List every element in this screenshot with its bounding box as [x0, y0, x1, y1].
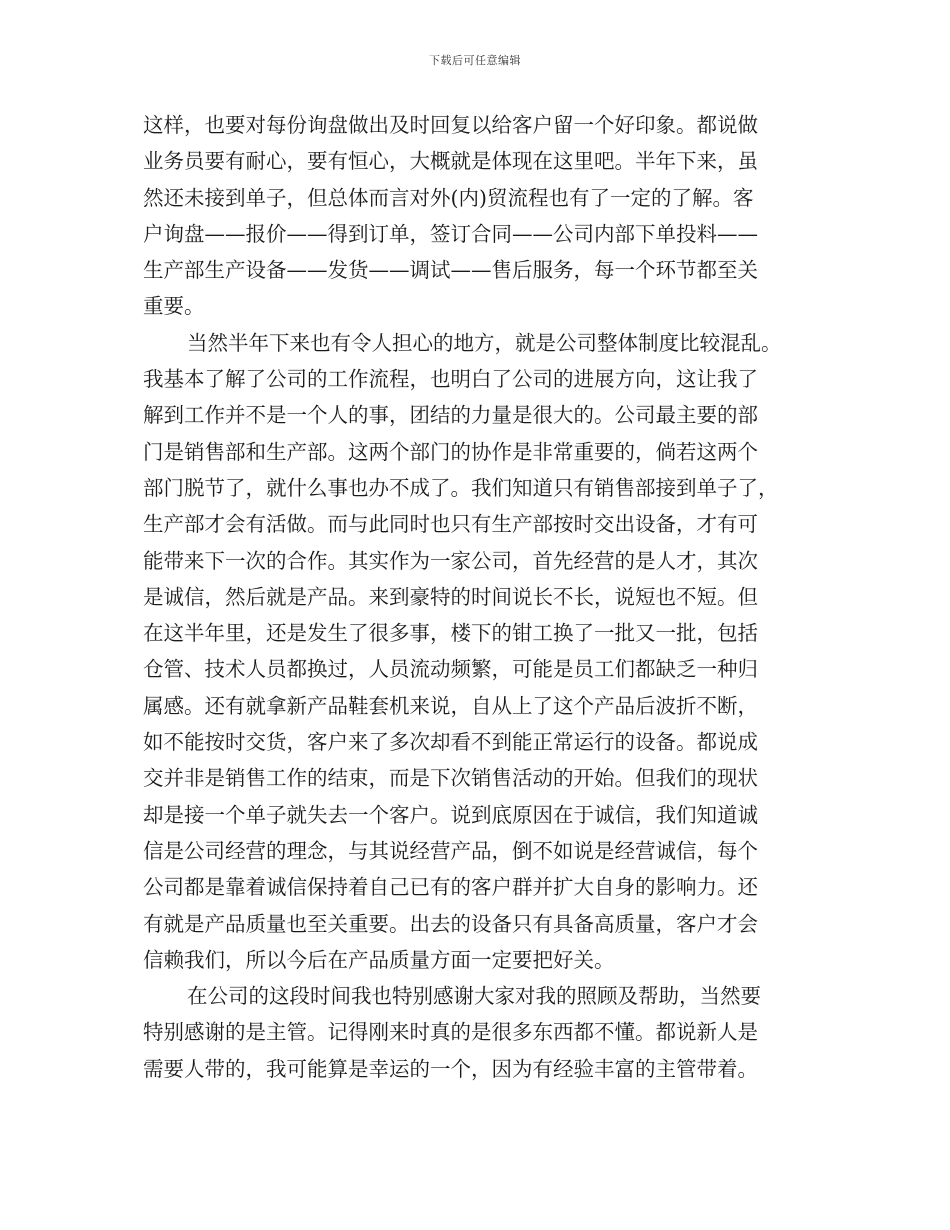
text-line: 解到工作并不是一个人的事，团结的力量是很大的。公司最主要的部 [143, 403, 758, 428]
text-line: 业务员要有耐心，要有恒心，大概就是体现在这里吧。半年下来，虽 [143, 149, 758, 174]
text-line: 是诚信，然后就是产品。来到豪特的时间说长不长，说短也不短。但 [143, 584, 758, 609]
text-line: 信是公司经营的理念，与其说经营产品，倒不如说是经营诚信，每个 [143, 838, 758, 863]
text-line: 生产部才会有活做。而与此同时也只有生产部按时交出设备，才有可 [143, 512, 758, 537]
document-body [143, 107, 803, 1087]
text-line: 门是销售部和生产部。这两个部门的协作是非常重要的，倘若这两个 [143, 439, 758, 464]
paragraph [143, 978, 803, 1087]
text-line: 然还未接到单子，但总体而言对外(内)贸流程也有了一定的了解。客 [143, 185, 754, 210]
text-line: 信赖我们，所以今后在产品质量方面一定要把好关。 [143, 947, 615, 972]
text-line: 公司都是靠着诚信保持着自己已有的客户群并扩大自身的影响力。还 [143, 875, 758, 900]
paragraph [143, 325, 803, 978]
text-line: 部门脱节了，就什么事也办不成了。我们知道只有销售部接到单子了， [143, 475, 779, 500]
text-line: 能带来下一次的合作。其实作为一家公司，首先经营的是人才，其次 [143, 548, 758, 573]
paragraph [143, 107, 803, 325]
text-line: 我基本了解了公司的工作流程，也明白了公司的进展方向，这让我了 [143, 367, 758, 392]
text-line: 属感。还有就拿新产品鞋套机来说，自从上了这个产品后波折不断， [143, 693, 758, 718]
text-line: 户询盘——报价——得到订单，签订合同——公司内部下单投料—— [143, 221, 758, 246]
text-line: 却是接一个单子就失去一个客户。说到底原因在于诚信，我们知道诚 [143, 802, 758, 827]
text-line: 需要人带的，我可能算是幸运的一个，因为有经验丰富的主管带着。 [143, 1056, 758, 1081]
text-line: 重要。 [143, 294, 205, 319]
page-header: 下载后可任意编辑 [429, 54, 521, 67]
text-line: 在公司的这段时间我也特别感谢大家对我的照顾及帮助，当然要 [187, 984, 761, 1009]
text-line: 当然半年下来也有令人担心的地方，就是公司整体制度比较混乱。 [187, 330, 782, 355]
text-line: 如不能按时交货，客户来了多次却看不到能正常运行的设备。都说成 [143, 730, 758, 755]
text-line: 这样，也要对每份询盘做出及时回复以给客户留一个好印象。都说做 [143, 113, 758, 137]
text-line: 生产部生产设备——发货——调试——售后服务，每一个环节都至关 [143, 258, 758, 283]
text-line: 仓管、技术人员都换过，人员流动频繁，可能是员工们都缺乏一种归 [143, 657, 758, 682]
text-line: 交并非是销售工作的结束，而是下次销售活动的开始。但我们的现状 [143, 766, 758, 791]
text-line: 在这半年里，还是发生了很多事，楼下的钳工换了一批又一批，包括 [143, 621, 758, 646]
text-line: 特别感谢的是主管。记得刚来时真的是很多东西都不懂。都说新人是 [143, 1020, 758, 1045]
text-line: 有就是产品质量也至关重要。出去的设备只有具备高质量，客户才会 [143, 911, 758, 936]
